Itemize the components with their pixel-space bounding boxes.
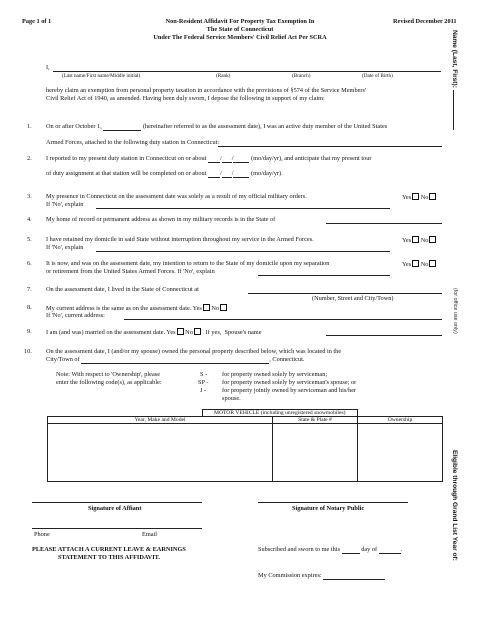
item-5-explain-field[interactable]: [96, 251, 390, 252]
item-10-text-a: City/Town of: [46, 356, 80, 363]
report-month-field[interactable]: [208, 156, 220, 163]
page-number: Page 1 of 1: [22, 18, 52, 25]
vehicle-plate-cell[interactable]: [273, 424, 358, 482]
item-1-text-a: On or after October 1,: [46, 123, 102, 130]
item-2-line-2: of duty assignment at that station will be completed on or about / / (mo/day/yr).: [46, 170, 283, 177]
item-5-line-2: If 'No', explain: [46, 244, 84, 251]
code-j-text-cont: spouse.: [222, 395, 241, 402]
item-8-line-2: If 'No', current address:: [46, 312, 105, 319]
complete-month-field[interactable]: [208, 171, 220, 178]
item-6-yes-checkbox[interactable]: [412, 260, 419, 267]
table-spacer: [48, 410, 203, 417]
sworn-text-a: Subscribed and sworn to me this: [258, 546, 341, 553]
sworn-line: Subscribed and sworn to me this day of .: [258, 546, 403, 553]
item-2-text-d: (mo/day/yr).: [251, 170, 283, 177]
no-label: No: [420, 237, 429, 244]
note-line-1: Note: With respect to 'Ownership', please: [56, 371, 161, 378]
item-6-line-2: or retirement from the United States Armed Forces. If 'No', explain: [46, 268, 215, 275]
table-title: MOTOR VEHICLE (including unregistered snowmobiles): [202, 410, 358, 417]
item-9-no-checkbox[interactable]: [194, 328, 201, 335]
report-year-field[interactable]: [233, 156, 249, 163]
item-6-explain-field[interactable]: [258, 275, 390, 276]
spouse-name-field[interactable]: [326, 335, 442, 336]
no-label: No: [420, 261, 429, 268]
yes-label: Yes: [402, 261, 412, 268]
item-10-line-2: [46, 356, 304, 364]
label-dob: (Date of Birth): [362, 73, 393, 79]
item-10-text-b: , Connecticut.: [269, 356, 305, 363]
item-6-no-checkbox[interactable]: [429, 260, 436, 267]
sworn-day-field[interactable]: [342, 547, 360, 554]
code-sp: SP -: [198, 379, 209, 386]
item-5-number: 5.: [27, 236, 32, 243]
item-8-no-checkbox[interactable]: [220, 304, 227, 311]
no-label: No: [420, 194, 429, 201]
item-3-no-checkbox[interactable]: [429, 193, 436, 200]
revised-date: Revised December 2011: [393, 18, 457, 25]
form-title-line-2: The State of Connecticut: [206, 26, 274, 33]
item-6-number: 6.: [27, 260, 32, 267]
commission-line: [258, 572, 385, 580]
intro-line-2: Civil Relief Act of 1940, as amended. Having been duly sworn, I depose the following in support of my claim:: [46, 95, 325, 102]
ct-address-field[interactable]: [248, 293, 442, 294]
margin-name-label: Name (Last, First):: [451, 30, 458, 88]
item-5-yes-no: [402, 236, 436, 245]
complete-year-field[interactable]: [233, 171, 249, 178]
email-label: Email: [142, 531, 158, 538]
commission-label: My Commission expires:: [258, 572, 322, 579]
item-5-line-1: I have retained my domicile in said State without interruption throughout my service in the Armed Forces.: [46, 236, 314, 243]
vehicle-ownership-cell[interactable]: [358, 424, 443, 482]
affiant-signature-label: Signature of Affiant: [88, 505, 142, 512]
sworn-text-b: day of: [361, 546, 378, 553]
item-5-no-checkbox[interactable]: [429, 236, 436, 243]
item-4-number: 4.: [27, 216, 32, 223]
item-2-line-1: I reported to my present duty station in Connecticut on or about / / (mo/day/yr), and anticipate that my present tour: [46, 155, 372, 162]
yes-label: Yes: [166, 329, 176, 336]
item-9-number: 9.: [27, 328, 32, 335]
item-3-line-2: If 'No', explain: [46, 201, 84, 208]
assessment-year-field[interactable]: [103, 124, 141, 131]
note-line-2: enter the following code(s), as applicable:: [56, 379, 162, 386]
item-9-text: I am (and was) married on the assessment date.: [46, 329, 166, 336]
phone-label: Phone: [34, 531, 50, 538]
item-3-line-1: My presence in Connecticut on the assessment date was solely as a result of my official military orders.: [46, 193, 307, 200]
item-2-text-a: I reported to my present duty station in Connecticut on or about: [46, 155, 207, 162]
report-day-field[interactable]: [222, 156, 232, 163]
current-address-field[interactable]: [124, 319, 442, 320]
attach-notice-line-1: PLEASE ATTACH A CURRENT LEAVE & EARNINGS: [32, 546, 186, 553]
item-10-number: 10.: [24, 348, 32, 355]
motor-vehicle-table: [47, 409, 443, 482]
duty-station-field[interactable]: [218, 146, 442, 147]
item-8-number: 8.: [27, 304, 32, 311]
code-s-text: for property owned solely by serviceman;: [222, 371, 328, 378]
code-j: J -: [200, 387, 207, 394]
complete-day-field[interactable]: [222, 171, 232, 178]
yes-label: Yes: [402, 237, 412, 244]
notary-signature-label: Signature of Notary Public: [292, 505, 365, 512]
item-4-line-1: My home of record or permanent address as shown in my military records is in the State of: [46, 216, 276, 223]
form-title-line-3: Under The Federal Service Members' Civil Relief Act Per SCRA: [153, 34, 327, 41]
commission-date-field[interactable]: [323, 573, 385, 580]
spouse-name-label: Spouse's name: [224, 329, 262, 336]
if-yes-label: If yes,: [205, 329, 222, 336]
item-9-line-1: [46, 328, 262, 337]
code-sp-text: for property owned solely by serviceman's spouse; or: [222, 379, 357, 386]
home-state-field[interactable]: [326, 223, 442, 224]
item-1-number: 1.: [27, 123, 32, 130]
phone-email-line[interactable]: [32, 528, 202, 529]
yes-label: Yes: [402, 194, 412, 201]
code-s: S -: [200, 371, 208, 378]
no-label: No: [211, 305, 220, 312]
item-8-text: My current address is the same as on the assessment date.: [46, 305, 192, 312]
col-state-plate: State & Plate #: [273, 417, 358, 424]
item-3-explain-field[interactable]: [96, 208, 390, 209]
item-8-yes-checkbox[interactable]: [203, 304, 210, 311]
item-1-line-2: Armed Forces, attached to the following duty station in Connecticut:: [46, 139, 220, 146]
label-branch: (Branch): [292, 73, 311, 79]
sworn-month-field[interactable]: [379, 547, 401, 554]
item-2-number: 2.: [27, 155, 32, 162]
item-2-text-b: (mo/day/yr), and anticipate that my present tour: [251, 155, 372, 162]
form-title-line-1: Non-Resident Affidavit For Property Tax Exemption In: [165, 18, 315, 25]
item-7-sublabel: (Number, Street and City/Town): [312, 295, 394, 302]
ident-prefix: I,: [46, 64, 50, 71]
item-6-yes-no: [402, 260, 436, 269]
margin-name-field[interactable]: [453, 90, 454, 130]
item-1-line-1: [46, 123, 387, 131]
code-j-text: for property jointly owned by serviceman and his/her: [222, 387, 357, 394]
vehicle-description-cell[interactable]: [48, 424, 273, 482]
no-label: No: [185, 329, 193, 336]
item-5-yes-checkbox[interactable]: [412, 236, 419, 243]
yes-label: Yes: [192, 305, 202, 312]
ident-input-line[interactable]: [53, 71, 441, 72]
item-3-yes-checkbox[interactable]: [412, 193, 419, 200]
col-ownership: Ownership: [358, 417, 443, 424]
notary-signature-line[interactable]: [258, 502, 408, 503]
item-7-number: 7.: [27, 286, 32, 293]
affiant-signature-line[interactable]: [32, 502, 202, 503]
table-spacer: [358, 410, 443, 417]
item-3-number: 3.: [27, 193, 32, 200]
label-name: (Last name/First name/Middle initial): [62, 73, 141, 79]
item-7-line-1: On the assessment date, I lived in the State of Connecticut at: [46, 286, 199, 293]
item-6-line-1: It is now, and was on the assessment date, my intention to return to the State of my domicile upon my separation: [46, 260, 330, 267]
intro-line-1: hereby claim an exemption from personal property taxation in accordance with the provisions of §574 of the Service Members': [46, 87, 367, 94]
city-town-field[interactable]: [81, 357, 269, 364]
label-rank: (Rank): [216, 73, 231, 79]
item-3-yes-no: [402, 193, 436, 202]
item-1-text-b: (hereinafter referred to as the assessment date), I was an active duty member of the United States: [142, 123, 388, 130]
item-10-line-1: On the assessment date, I (and/or my spouse) owned the personal property described below, which was located in the: [46, 348, 342, 355]
attach-notice-line-2: STATEMENT TO THIS AFFIDAVIT.: [58, 554, 160, 561]
col-year-make-model: Year, Make and Model: [48, 417, 273, 424]
item-9-yes-checkbox[interactable]: [177, 328, 184, 335]
item-2-text-c: of duty assignment at that station will be completed on or about: [46, 170, 207, 177]
